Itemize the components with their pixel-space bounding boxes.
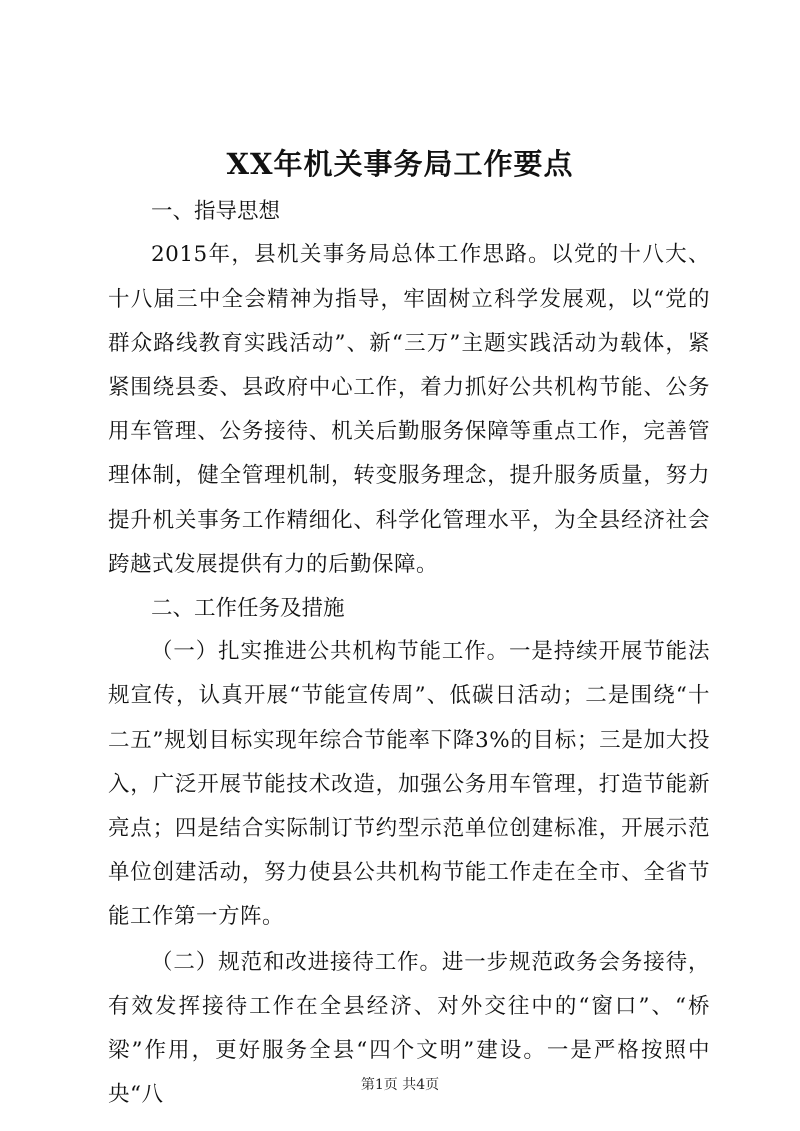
page-number-footer: 第1页 共4页	[360, 1077, 440, 1093]
document-title: XX年机关事务局工作要点	[226, 147, 574, 181]
section-heading-tasks-measures: 二、工作任务及措施	[151, 595, 345, 621]
paragraph-overall-approach: 2015年，县机关事务局总体工作思路。以党的十八大、十八届三中全会精神为指导，牢固树立科学发展观，以“党的群众路线教育实践活动”、新“三万”主题实践活动为载体，紧紧围绕县委、县政府中心工作，着力抓好公共机构节能、公务用车管理、公务接待、机关后勤服务保障等重点工作，完善管理体制，健全管理机制，转变服务理念，提升服务质量，努力提升机关事务工作精细化、科学化管理水平，为全县经济社会跨越式发展提供有力的后勤保障。	[108, 242, 710, 577]
document-body	[108, 190, 710, 1117]
section-heading-guiding-ideology: 一、指导思想	[151, 199, 281, 224]
paragraph-energy-saving: （一）扎实推进公共机构节能工作。一是持续开展节能法规宣传，认真开展“节能宣传周”、低碳日活动；二是围绕“十二五”规划目标实现年综合节能率下降3%的目标；三是加大投入，广泛开展节能技术改造，加强公务用车管理，打造节能新亮点；四是结合实际制订节约型示范单位创建标准，开展示范单位创建活动，努力使县公共机构节能工作走在全市、全省节能工作第一方阵。	[108, 639, 710, 930]
paragraph-reception-work: （二）规范和改进接待工作。进一步规范政务会务接待，有效发挥接待工作在全县经济、对外交往中的“窗口”、“桥梁”作用，更好服务全县“四个文明”建设。一是严格按照中央“八	[108, 949, 710, 1108]
